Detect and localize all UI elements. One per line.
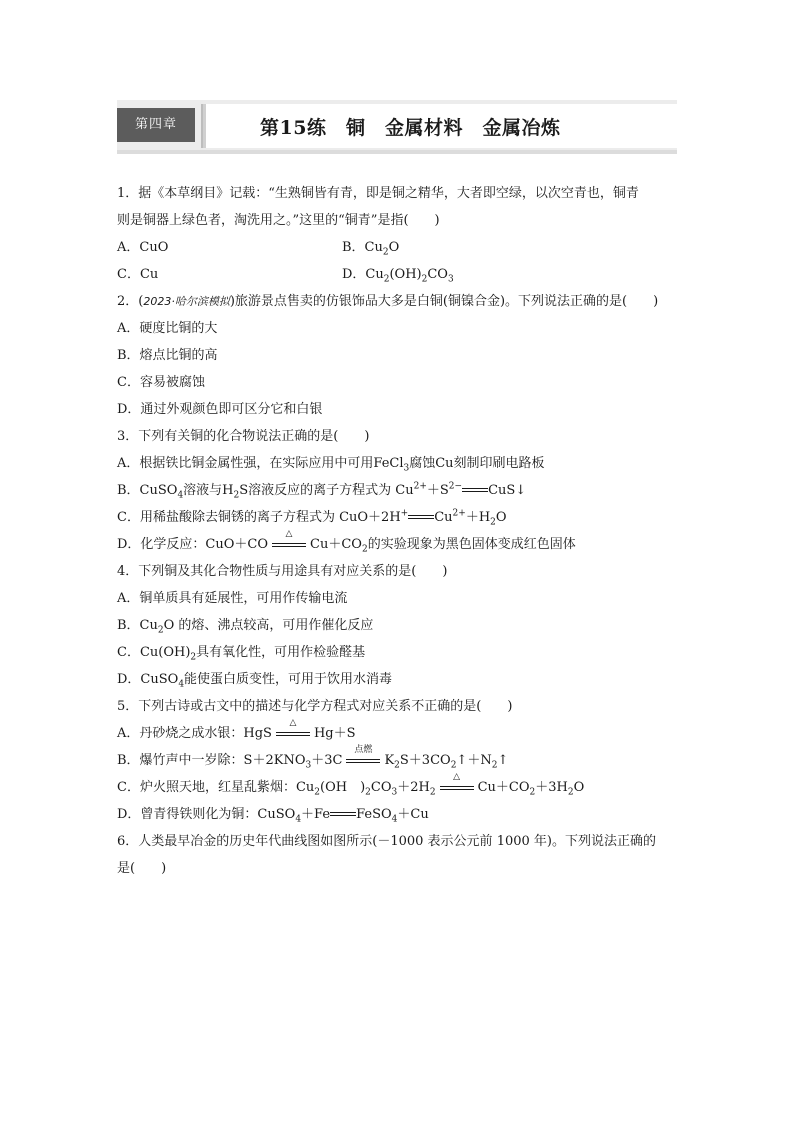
q2-source: 2023·哈尔滨模拟 (143, 295, 230, 308)
title-box (203, 104, 680, 148)
q2-option-b: B．熔点比铜的高 (117, 348, 218, 363)
q3-option-a: A．根据铁比铜金属性强，在实际应用中可用FeCl$_3$腐蚀Cu刻制印刷电路板 (117, 456, 545, 474)
equals-sign (330, 810, 356, 820)
chapter-tag: 第四章 (117, 108, 195, 142)
q4-option-d: D．CuSO$_4$能使蛋白质变性，可用于饮用水消毒 (117, 672, 393, 690)
q5-option-d: D．曾青得铁则化为铜：CuSO$_4$＋Fe FeSO$_4$＋Cu (117, 807, 429, 825)
q2-option-a: A．硬度比铜的大 (117, 321, 218, 336)
q1-option-c: C．Cu (117, 267, 159, 282)
q1-option-d: D．$Cu_2(OH)_2CO_3$ (342, 267, 454, 285)
q5-stem: 5．下列古诗或古文中的描述与化学方程式对应关系不正确的是( ) (117, 699, 513, 714)
question-list (117, 180, 687, 882)
q2-stem: 2．(2023·哈尔滨模拟)旅游景点售卖的仿银饰品大多是白铜(铜镍合金)。下列说法正确的是( ) (117, 294, 659, 309)
chapter-header (117, 100, 677, 156)
q1-options-ab (117, 234, 687, 261)
ignite-condition: 点燃 (346, 754, 380, 768)
q3-option-d: D．化学反应：CuO＋CO △ $Cu+CO_2$的实验现象为黑色固体变成红色固体 (117, 528, 576, 555)
q3-stem: 3．下列有关铜的化合物说法正确的是( ) (117, 429, 370, 444)
q1-option-a: A．CuO (117, 240, 169, 255)
q2-option-c: C．容易被腐蚀 (117, 375, 205, 390)
equals-sign (462, 486, 488, 496)
q4-option-a: A．铜单质具有延展性，可用作传输电流 (117, 591, 348, 606)
heat-condition: △ (440, 781, 474, 795)
q1-option-b: B．$Cu_2O$ (342, 240, 400, 258)
q4-option-c: C．$Cu(OH)_2$具有氧化性，可用作检验醛基 (117, 645, 366, 663)
q1-stem-line1: 1．据《本草纲目》记载：“生熟铜皆有青，即是铜之精华，大者即空绿，以次空青也，铜青 (117, 186, 639, 201)
heat-condition: △ (276, 727, 310, 741)
q1-stem-line2: 则是铜器上绿色者，淘洗用之。”这里的“铜青”是指( ) (117, 213, 440, 228)
q6-stem-line1: 6．人类最早冶金的历史年代曲线图如图所示(－1000 表示公元前 1000 年)。下列说法正确的 (117, 834, 656, 849)
page-title: 第15练 铜 金属材料 金属冶炼 (260, 117, 561, 139)
q5-option-a: A．丹砂烧之成水银：HgS △ Hg＋S (117, 717, 356, 741)
q1-options-cd (117, 261, 687, 288)
q2-option-d: D．通过外观颜色即可区分它和白银 (117, 402, 323, 417)
equals-sign (408, 513, 434, 523)
q4-option-b: B．$Cu_2O$ 的熔、沸点较高，可用作催化反应 (117, 618, 374, 636)
q5-option-c: C．炉火照天地，红星乱紫烟：$Cu_2(OH$ )$_2CO_3+2H_2$ △ $Cu+CO_2+3H_2O$ (117, 771, 585, 798)
q5-option-b: B．爆竹声中一岁除：$S+2KNO_3+3C$ 点燃 $K_2S+3CO_2↑+N_2↑$ (117, 744, 509, 771)
q4-stem: 4．下列铜及其化合物性质与用途具有对应关系的是( ) (117, 564, 448, 579)
q3-option-b: B．CuSO$_4$溶液与$H_2S$溶液反应的离子方程式为 $Cu^{2+}+S^{2-}$ CuS↓ (117, 481, 527, 501)
heat-condition: △ (272, 538, 306, 552)
q6-stem-line2: 是( ) (117, 861, 167, 876)
q3-option-c: C．用稀盐酸除去铜锈的离子方程式为 CuO＋2H+ $Cu^{2+}+H_2O$ (117, 508, 507, 528)
